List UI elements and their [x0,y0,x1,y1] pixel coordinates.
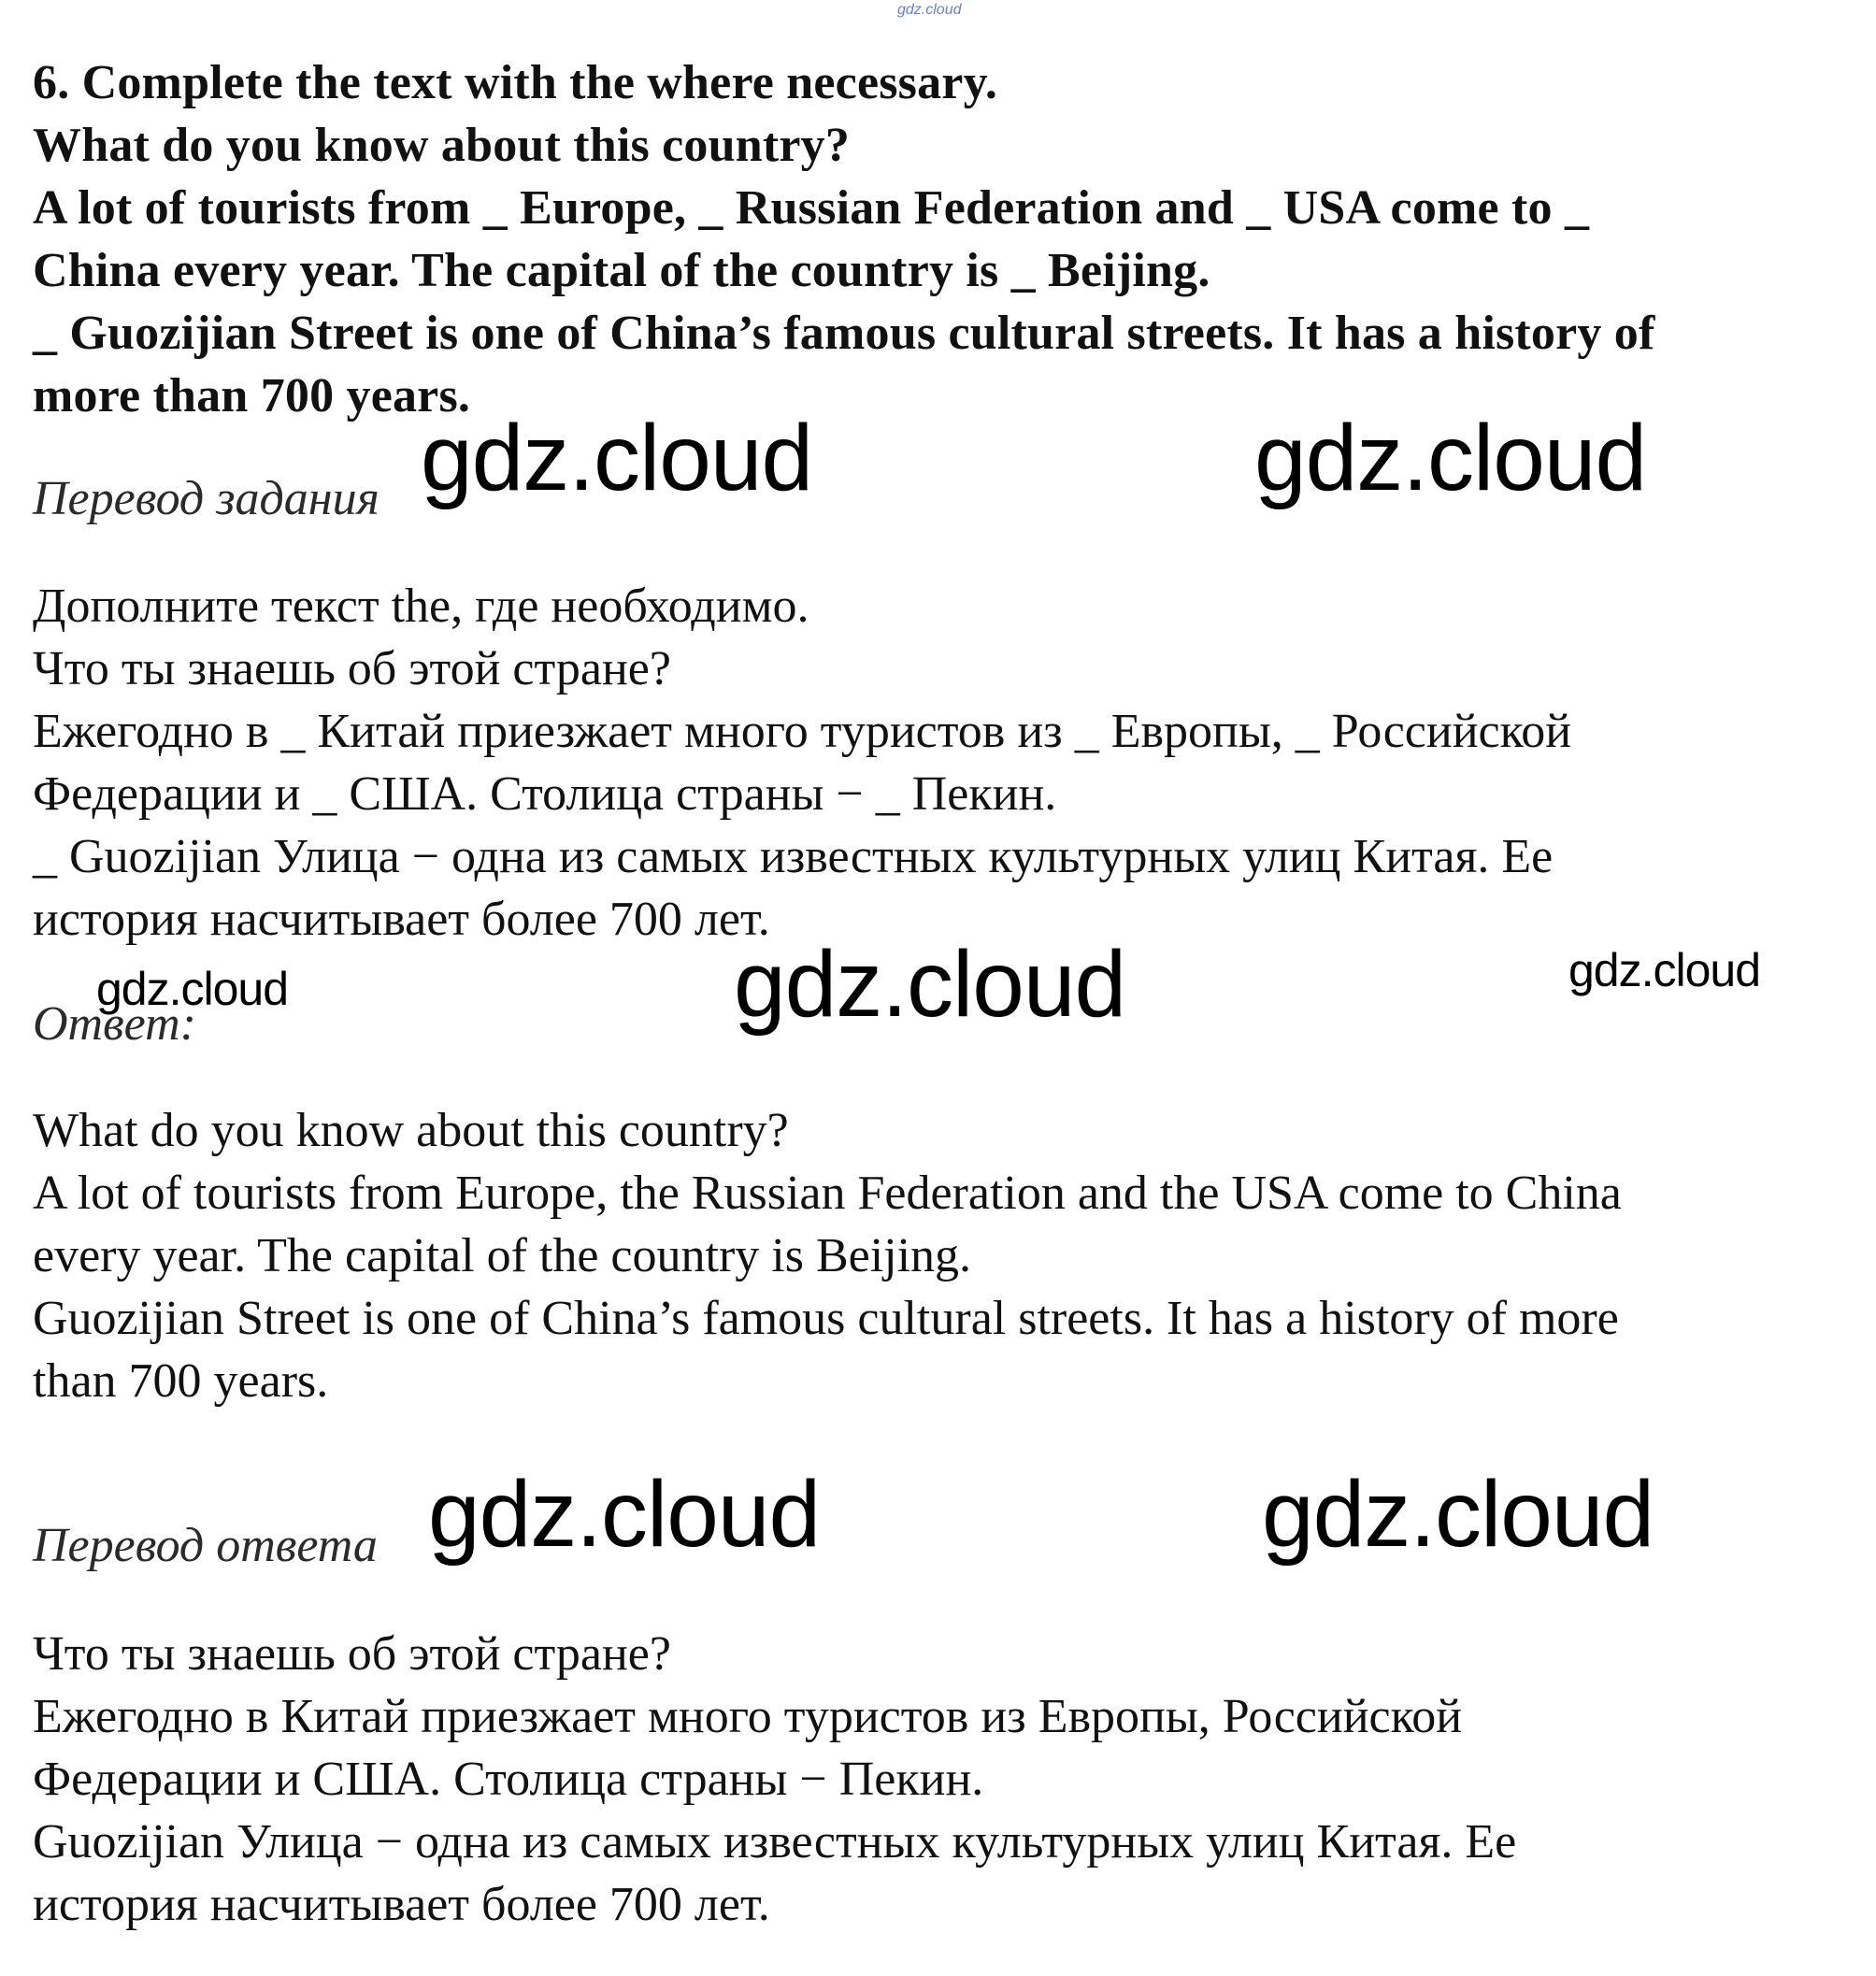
translation-line: Дополните текст the, где необходимо. [33,580,809,633]
translation-line: _ Guozijian Улица − одна из самых известных культурных улиц Китая. Ее [33,830,1554,883]
translation-line: Федерации и _ США. Столица страны − _ Пекин. [33,767,1057,821]
answer-translation-line: Что ты знаешь об этой стране? [33,1627,671,1681]
answer-line: than 700 years. [33,1354,329,1408]
answer-translation-heading: Перевод ответа [33,1519,378,1572]
answer-translation-line: Федерации и США. Столица страны − Пекин. [33,1753,984,1806]
watermark: gdz.cloud [421,406,813,510]
answer-line: A lot of tourists from Europe, the Russian Federation and the USA come to China [33,1167,1622,1220]
watermark: gdz.cloud [1262,1462,1654,1567]
task-line: What do you know about this country? [33,119,851,172]
watermark: gdz.cloud [1254,406,1647,510]
task-translation-heading: Перевод задания [33,472,379,525]
top-watermark-text: gdz.cloud [897,2,962,18]
answer-translation-line: история насчитывает более 700 лет. [33,1878,770,1931]
watermark: gdz.cloud [428,1462,821,1567]
answer-translation-line: Guozijian Улица − одна из самых известных культурных улиц Китая. Ее [33,1815,1517,1869]
task-line: _ Guozijian Street is one of China’s famous cultural streets. It has a history of [33,307,1655,360]
translation-line: Что ты знаешь об этой стране? [33,642,671,695]
answer-line: every year. The capital of the country is Beijing. [33,1229,972,1282]
task-title: 6. Complete the text with the where necessary. [33,56,998,109]
task-line: China every year. The capital of the country is _ Beijing. [33,244,1210,297]
answer-line: Guozijian Street is one of China’s famous cultural streets. It has a history of more [33,1292,1619,1345]
answer-line: What do you know about this country? [33,1104,789,1157]
answer-translation-line: Ежегодно в Китай приезжает много туристов из Европы, Российской [33,1690,1463,1743]
watermark: gdz.cloud [96,963,289,1015]
answer-heading: Ответ: [33,997,196,1051]
translation-line: Ежегодно в _ Китай приезжает много туристов из _ Европы, _ Российской [33,705,1572,758]
task-line: more than 700 years. [33,369,471,422]
watermark: gdz.cloud [734,932,1126,1037]
task-line: A lot of tourists from _ Europe, _ Russian Federation and _ USA come to _ [33,181,1590,235]
watermark: gdz.cloud [1568,944,1761,996]
translation-line: история насчитывает более 700 лет. [33,893,770,946]
